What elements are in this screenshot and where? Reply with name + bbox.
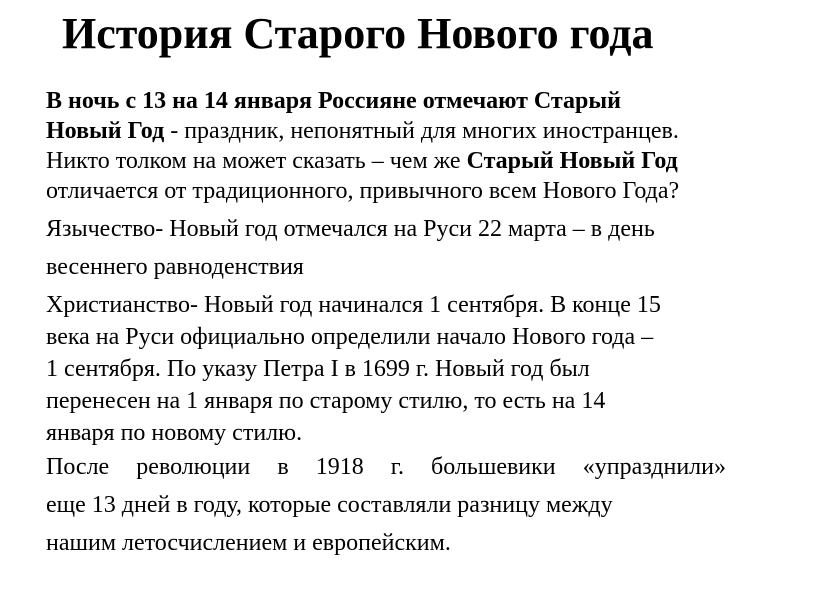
christianity-line-4: перенесен на 1 января по старому стилю, то есть на 14: [46, 388, 606, 414]
revolution-line-1: После революции в 1918 г. большевики «упразднили»: [46, 454, 726, 480]
christianity-line-3: 1 сентября. По указу Петра I в 1699 г. Новый год был: [46, 356, 590, 382]
intro-text-2: - праздник, непонятный для многих иностранцев.: [164, 118, 679, 144]
revolution-line-3: нашим летосчислением и европейским.: [46, 530, 451, 556]
christianity-line-1: Христианство- Новый год начинался 1 сентября. В конце 15: [46, 292, 661, 318]
intro-line-2: [46, 116, 806, 146]
paganism-line-1: Язычество- Новый год отмечался на Руси 22 марта – в день: [46, 216, 655, 242]
intro-text-3: Никто толком на может сказать – чем же: [46, 148, 467, 174]
christianity-line-2: века на Руси официально определили начало Нового года –: [46, 324, 654, 350]
christianity-line-5: января по новому стилю.: [46, 420, 303, 446]
paragraph-christianity: [46, 289, 786, 449]
paganism-line-2: весеннего равноденствия: [46, 254, 304, 280]
slide-title: История Старого Нового года: [62, 9, 654, 58]
intro-line-3: [46, 146, 806, 176]
paragraph-paganism: [46, 210, 786, 286]
intro-line-4: отличается от традиционного, привычного всем Нового Года?: [46, 178, 680, 204]
intro-bold-text-3: Старый Новый Год: [466, 148, 678, 174]
revolution-line-2: еще 13 дней в году, которые составляли разницу между: [46, 492, 613, 518]
paragraph-revolution: [46, 448, 726, 562]
intro-bold-text-1: В ночь с 13 на 14 января Россияне отмечают Старый: [46, 88, 621, 114]
intro-bold-text-2: Новый Год: [46, 118, 165, 144]
intro-line-1: [46, 86, 806, 116]
paragraph-intro: [46, 86, 806, 206]
